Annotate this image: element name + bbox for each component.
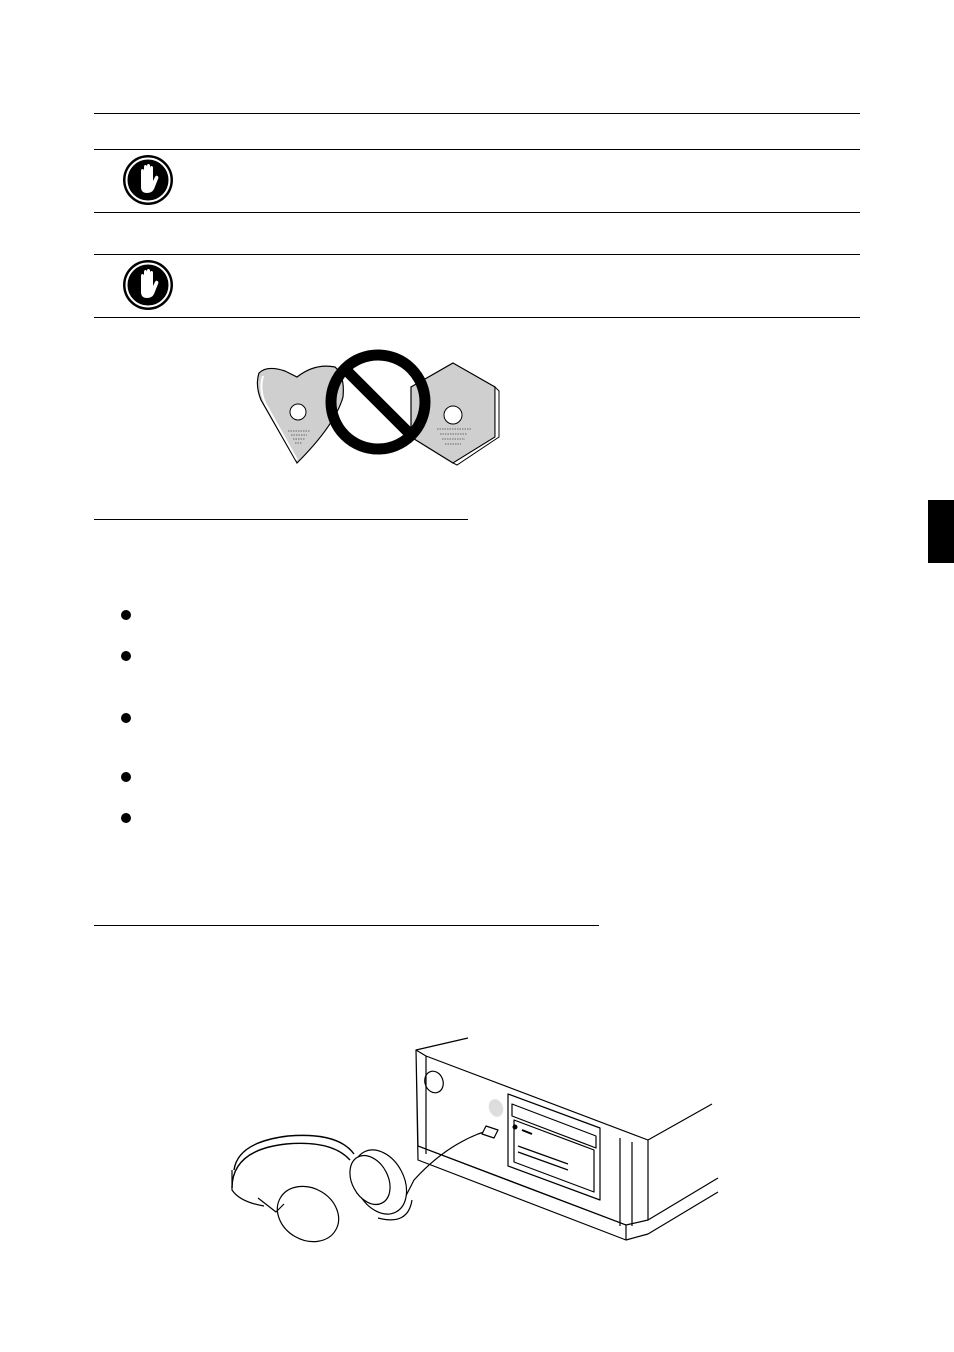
headphones-headband bbox=[234, 1135, 354, 1170]
rule-caution-2-top bbox=[94, 254, 860, 255]
rule-top bbox=[94, 113, 860, 114]
rule-caution-1-bottom bbox=[94, 212, 860, 213]
stop-hand-icon bbox=[122, 154, 174, 206]
rule-caution-2-bottom bbox=[94, 317, 860, 318]
bullet-1 bbox=[121, 610, 131, 620]
bullet-3 bbox=[121, 713, 131, 723]
headphones-connection-figure bbox=[228, 1030, 723, 1252]
section-1-heading-rule bbox=[94, 519, 468, 520]
odd-shaped-discs-figure bbox=[255, 345, 505, 467]
rule-caution-1-top bbox=[94, 149, 860, 150]
bullet-4 bbox=[121, 772, 131, 782]
headphones-ear-cup-left bbox=[267, 1175, 348, 1252]
bullet-2 bbox=[121, 651, 131, 661]
stop-hand-icon bbox=[122, 259, 174, 311]
section-2-heading-rule bbox=[94, 925, 599, 926]
chapter-thumb-tab bbox=[928, 500, 954, 563]
pc-case bbox=[416, 1050, 626, 1240]
bullet-5 bbox=[121, 813, 131, 823]
